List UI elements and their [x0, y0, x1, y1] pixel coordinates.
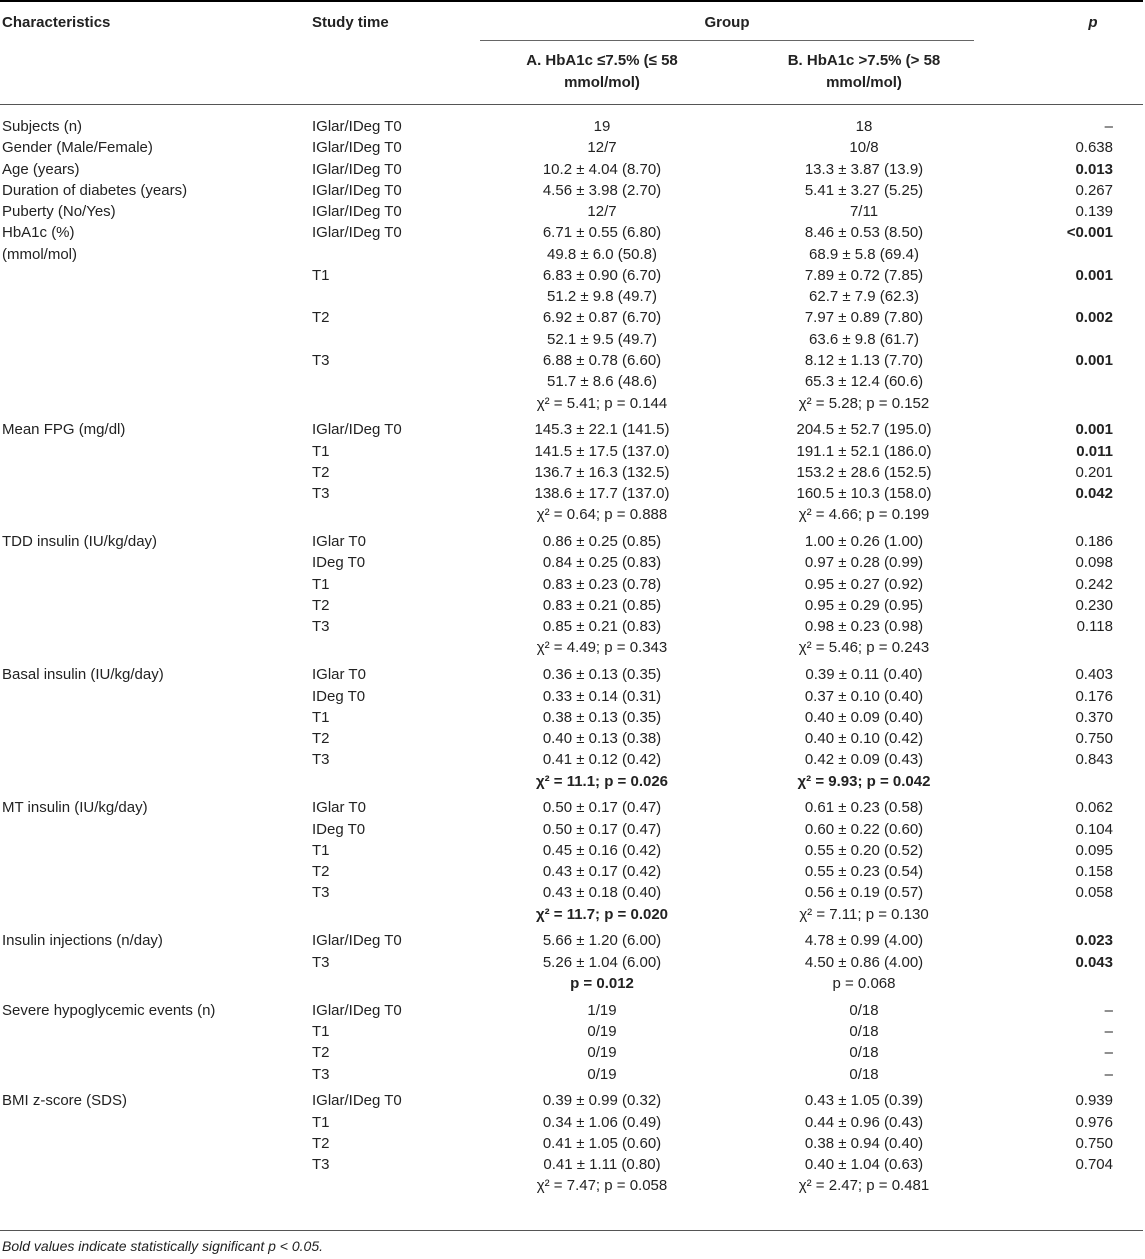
row-study-time: T3: [312, 1156, 330, 1174]
row-study-time: IGlar/IDeg T0: [312, 932, 402, 950]
row-group-a-value: 5.66 ± 1.20 (6.00): [542, 932, 662, 950]
row-p-value: 0.704: [1075, 1156, 1113, 1174]
row-group-b-value: 0/18: [849, 1065, 879, 1083]
row-group-a-value: 5.26 ± 1.04 (6.00): [542, 953, 662, 971]
row-p-value: –: [1104, 1065, 1113, 1083]
row-group-a-value: 0.43 ± 0.17 (0.42): [542, 863, 662, 881]
row-group-b-value: 0/18: [849, 1001, 879, 1019]
row-p-value: 0.176: [1075, 687, 1113, 705]
header-group: Group: [704, 14, 750, 31]
row-group-a-value: 138.6 ± 17.7 (137.0): [534, 485, 670, 503]
row-characteristic: BMI z-score (SDS): [2, 1092, 128, 1110]
row-study-time: T3: [312, 953, 330, 971]
row-p-value: 0.843: [1075, 751, 1113, 769]
row-study-time: IDeg T0: [312, 554, 366, 572]
row-group-a-value: 0.83 ± 0.23 (0.78): [542, 575, 662, 593]
row-group-a-value: χ² = 7.47; p = 0.058: [536, 1177, 668, 1195]
row-group-b-value: 8.46 ± 0.53 (8.50): [804, 224, 924, 242]
row-group-a-value: 0/19: [587, 1065, 617, 1083]
row-study-time: T3: [312, 485, 330, 503]
row-p-value: 0.638: [1075, 139, 1113, 157]
row-study-time: IGlar/IDeg T0: [312, 139, 402, 157]
row-p-value: 0.002: [1075, 309, 1113, 327]
row-study-time: T3: [312, 884, 330, 902]
row-characteristic: MT insulin (IU/kg/day): [2, 799, 148, 817]
row-group-b-value: 0.97 ± 0.28 (0.99): [804, 554, 924, 572]
row-study-time: T3: [312, 751, 330, 769]
row-group-a-value: 0.38 ± 0.13 (0.35): [542, 708, 662, 726]
row-p-value: –: [1104, 118, 1113, 135]
top-rule: [0, 0, 1143, 2]
row-study-time: T1: [312, 708, 330, 726]
row-group-b-value: 0/18: [849, 1023, 879, 1041]
row-group-b-value: 62.7 ± 7.9 (62.3): [809, 288, 919, 306]
header-characteristics: Characteristics: [2, 14, 111, 31]
row-group-b-value: 7.97 ± 0.89 (7.80): [804, 309, 924, 327]
row-p-value: 0.939: [1075, 1092, 1113, 1110]
row-group-a-value: 6.83 ± 0.90 (6.70): [542, 266, 662, 284]
row-p-value: 0.750: [1075, 730, 1113, 748]
row-study-time: IGlar T0: [312, 666, 366, 684]
row-group-a-value: 52.1 ± 9.5 (49.7): [547, 330, 657, 348]
row-group-a-value: 0.85 ± 0.21 (0.83): [542, 618, 662, 636]
row-group-a-value: χ² = 4.49; p = 0.343: [536, 639, 668, 657]
row-group-b-value: 65.3 ± 12.4 (60.6): [804, 373, 924, 391]
row-group-a-value: 0.45 ± 0.16 (0.42): [542, 841, 662, 859]
row-group-b-value: 0.37 ± 0.10 (0.40): [804, 687, 924, 705]
row-p-value: 0.001: [1075, 266, 1113, 284]
row-group-a-value: 0/19: [587, 1044, 617, 1062]
row-characteristic: HbA1c (%): [2, 224, 75, 242]
row-group-a-value: 1/19: [587, 1001, 617, 1019]
row-p-value: 0.242: [1075, 575, 1113, 593]
row-group-a-value: 0.41 ± 1.05 (0.60): [542, 1134, 662, 1152]
row-group-a-value: 0.84 ± 0.25 (0.83): [542, 554, 662, 572]
row-p-value: 0.001: [1075, 351, 1113, 369]
row-study-time: T2: [312, 863, 330, 881]
group-underline: [480, 40, 974, 41]
row-group-a-value: 0.34 ± 1.06 (0.49): [542, 1113, 662, 1131]
row-study-time: T1: [312, 575, 330, 593]
row-group-b-value: 0.98 ± 0.23 (0.98): [804, 618, 924, 636]
row-p-value: 0.013: [1075, 160, 1113, 178]
row-group-a-value: 0.41 ± 0.12 (0.42): [542, 751, 662, 769]
row-group-b-value: 153.2 ± 28.6 (152.5): [796, 463, 932, 481]
row-study-time: IGlar/IDeg T0: [312, 203, 402, 221]
header-group-a: [486, 50, 718, 94]
row-p-value: 0.023: [1075, 932, 1113, 950]
row-study-time: IGlar/IDeg T0: [312, 1092, 402, 1110]
row-group-b-value: χ² = 5.28; p = 0.152: [798, 394, 930, 412]
header-study-time: Study time: [312, 14, 389, 31]
row-group-b-value: 0.55 ± 0.20 (0.52): [804, 841, 924, 859]
row-p-value: 0.186: [1075, 533, 1113, 551]
row-characteristic: (mmol/mol): [2, 245, 77, 263]
row-group-b-value: 68.9 ± 5.8 (69.4): [809, 245, 919, 263]
row-group-a-value: p = 0.012: [570, 975, 634, 993]
row-group-a-value: 0.36 ± 0.13 (0.35): [542, 666, 662, 684]
row-group-b-value: 0.61 ± 0.23 (0.58): [804, 799, 924, 817]
row-group-a-value: 0/19: [587, 1023, 617, 1041]
row-group-a-value: 12/7: [587, 203, 617, 221]
row-group-a-value: 19: [593, 118, 611, 135]
row-group-b-value: 63.6 ± 9.8 (61.7): [809, 330, 919, 348]
row-group-b-value: 0.40 ± 0.10 (0.42): [804, 730, 924, 748]
row-group-b-value: 5.41 ± 3.27 (5.25): [804, 181, 924, 199]
row-study-time: T3: [312, 351, 330, 369]
row-group-b-value: 160.5 ± 10.3 (158.0): [796, 485, 932, 503]
row-p-value: <0.001: [1066, 224, 1113, 242]
row-p-value: 0.267: [1075, 181, 1113, 199]
row-characteristic: Puberty (No/Yes): [2, 203, 116, 221]
row-p-value: 0.230: [1075, 596, 1113, 614]
header-rule: [0, 104, 1143, 105]
row-p-value: 0.976: [1075, 1113, 1113, 1131]
row-study-time: IGlar/IDeg T0: [312, 224, 402, 242]
row-group-b-value: 13.3 ± 3.87 (13.9): [804, 160, 924, 178]
row-p-value: 0.062: [1075, 799, 1113, 817]
row-p-value: 0.158: [1075, 863, 1113, 881]
row-p-value: –: [1104, 1023, 1113, 1041]
row-study-time: T2: [312, 1044, 330, 1062]
row-group-a-value: 10.2 ± 4.04 (8.70): [542, 160, 662, 178]
row-p-value: 0.098: [1075, 554, 1113, 572]
row-group-b-value: 191.1 ± 52.1 (186.0): [796, 442, 932, 460]
row-group-a-value: 6.92 ± 0.87 (6.70): [542, 309, 662, 327]
row-study-time: IGlar/IDeg T0: [312, 421, 402, 439]
header-group-a-line1: A. HbA1c ≤7.5% (≤ 58: [526, 52, 678, 69]
row-group-a-value: 12/7: [587, 139, 617, 157]
row-group-a-value: 0.83 ± 0.21 (0.85): [542, 596, 662, 614]
row-group-a-value: 4.56 ± 3.98 (2.70): [542, 181, 662, 199]
row-group-b-value: χ² = 2.47; p = 0.481: [798, 1177, 930, 1195]
row-group-a-value: 145.3 ± 22.1 (141.5): [534, 421, 670, 439]
row-group-a-value: 0.86 ± 0.25 (0.85): [542, 533, 662, 551]
header-group-a-line2: mmol/mol): [564, 74, 640, 91]
row-p-value: 0.042: [1075, 485, 1113, 503]
row-p-value: 0.095: [1075, 841, 1113, 859]
row-group-b-value: 0/18: [849, 1044, 879, 1062]
row-group-b-value: 0.55 ± 0.23 (0.54): [804, 863, 924, 881]
row-group-a-value: 51.2 ± 9.8 (49.7): [547, 288, 657, 306]
row-characteristic: Mean FPG (mg/dl): [2, 421, 126, 439]
row-group-b-value: 0.44 ± 0.96 (0.43): [804, 1113, 924, 1131]
row-study-time: T1: [312, 442, 330, 460]
row-characteristic: Age (years): [2, 160, 80, 178]
header-p: p: [1088, 14, 1098, 31]
row-group-b-value: χ² = 5.46; p = 0.243: [798, 639, 930, 657]
row-group-a-value: 6.88 ± 0.78 (6.60): [542, 351, 662, 369]
footnote: Bold values indicate statistically significant p < 0.05.: [2, 1238, 324, 1254]
bottom-rule: [0, 1230, 1143, 1231]
header-group-b: [748, 50, 980, 94]
row-study-time: T3: [312, 618, 330, 636]
row-characteristic: Severe hypoglycemic events (n): [2, 1001, 216, 1019]
row-group-b-value: 1.00 ± 0.26 (1.00): [804, 533, 924, 551]
row-p-value: 0.201: [1075, 463, 1113, 481]
row-study-time: T2: [312, 309, 330, 327]
row-group-a-value: 0.50 ± 0.17 (0.47): [542, 820, 662, 838]
row-group-b-value: 7.89 ± 0.72 (7.85): [804, 266, 924, 284]
row-group-b-value: 204.5 ± 52.7 (195.0): [796, 421, 932, 439]
row-characteristic: Basal insulin (IU/kg/day): [2, 666, 164, 684]
row-group-a-value: 0.39 ± 0.99 (0.32): [542, 1092, 662, 1110]
row-p-value: 0.370: [1075, 708, 1113, 726]
row-p-value: 0.139: [1075, 203, 1113, 221]
row-group-b-value: 10/8: [849, 139, 879, 157]
row-group-a-value: χ² = 11.1; p = 0.026: [535, 772, 669, 790]
row-group-a-value: χ² = 11.7; p = 0.020: [535, 905, 669, 923]
row-group-b-value: 0.39 ± 0.11 (0.40): [805, 666, 923, 684]
row-study-time: T3: [312, 1065, 330, 1083]
row-group-a-value: 136.7 ± 16.3 (132.5): [534, 463, 670, 481]
row-group-b-value: χ² = 4.66; p = 0.199: [798, 506, 930, 524]
row-study-time: IGlar/IDeg T0: [312, 1001, 402, 1019]
row-group-b-value: 0.43 ± 1.05 (0.39): [804, 1092, 924, 1110]
row-group-b-value: 0.40 ± 1.04 (0.63): [804, 1156, 924, 1174]
row-group-a-value: 49.8 ± 6.0 (50.8): [547, 245, 657, 263]
row-p-value: 0.104: [1075, 820, 1113, 838]
row-group-b-value: 4.78 ± 0.99 (4.00): [804, 932, 924, 950]
row-group-b-value: χ² = 7.11; p = 0.130: [799, 905, 929, 923]
row-group-a-value: 141.5 ± 17.5 (137.0): [534, 442, 670, 460]
row-group-a-value: χ² = 0.64; p = 0.888: [536, 506, 668, 524]
row-characteristic: Gender (Male/Female): [2, 139, 153, 157]
row-study-time: T1: [312, 841, 330, 859]
row-study-time: T2: [312, 730, 330, 748]
row-group-b-value: 7/11: [849, 203, 879, 221]
row-p-value: –: [1104, 1044, 1113, 1062]
row-group-b-value: 8.12 ± 1.13 (7.70): [804, 351, 924, 369]
header-group-b-line1: B. HbA1c >7.5% (> 58: [787, 52, 941, 69]
row-study-time: T2: [312, 1134, 330, 1152]
header-group-b-line2: mmol/mol): [826, 74, 902, 91]
row-group-b-value: 0.56 ± 0.19 (0.57): [804, 884, 924, 902]
row-characteristic: TDD insulin (IU/kg/day): [2, 533, 158, 551]
row-study-time: IGlar T0: [312, 799, 366, 817]
row-study-time: T1: [312, 1113, 330, 1131]
row-group-a-value: 0.50 ± 0.17 (0.47): [542, 799, 662, 817]
row-group-a-value: 0.41 ± 1.11 (0.80): [543, 1156, 661, 1174]
row-group-b-value: p = 0.068: [832, 975, 896, 993]
row-group-a-value: 0.43 ± 0.18 (0.40): [542, 884, 662, 902]
row-p-value: 0.403: [1075, 666, 1113, 684]
row-study-time: IDeg T0: [312, 820, 366, 838]
row-study-time: IDeg T0: [312, 687, 366, 705]
row-group-b-value: 0.60 ± 0.22 (0.60): [804, 820, 924, 838]
row-p-value: 0.750: [1075, 1134, 1113, 1152]
row-p-value: 0.043: [1075, 953, 1113, 971]
row-group-a-value: χ² = 5.41; p = 0.144: [536, 394, 668, 412]
row-p-value: 0.118: [1076, 618, 1113, 636]
row-group-b-value: 4.50 ± 0.86 (4.00): [804, 953, 924, 971]
row-group-a-value: 6.71 ± 0.55 (6.80): [542, 224, 662, 242]
row-study-time: IGlar T0: [312, 533, 366, 551]
row-group-a-value: 0.33 ± 0.14 (0.31): [542, 687, 662, 705]
row-study-time: IGlar/IDeg T0: [312, 181, 402, 199]
row-group-b-value: 0.42 ± 0.09 (0.43): [804, 751, 924, 769]
row-study-time: T1: [312, 266, 330, 284]
row-p-value: –: [1104, 1001, 1113, 1019]
row-group-a-value: 0.40 ± 0.13 (0.38): [542, 730, 662, 748]
row-group-a-value: 51.7 ± 8.6 (48.6): [547, 373, 657, 391]
row-p-value: 0.011: [1076, 442, 1113, 460]
row-group-b-value: 18: [855, 118, 873, 135]
row-group-b-value: 0.95 ± 0.29 (0.95): [804, 596, 924, 614]
row-group-b-value: χ² = 9.93; p = 0.042: [797, 772, 931, 790]
row-study-time: IGlar/IDeg T0: [312, 118, 402, 135]
row-group-b-value: 0.38 ± 0.94 (0.40): [804, 1134, 924, 1152]
row-characteristic: Insulin injections (n/day): [2, 932, 163, 950]
row-group-b-value: 0.95 ± 0.27 (0.92): [804, 575, 924, 593]
row-characteristic: Subjects (n): [2, 118, 83, 135]
row-group-b-value: 0.40 ± 0.09 (0.40): [804, 708, 924, 726]
row-study-time: T2: [312, 463, 330, 481]
row-study-time: IGlar/IDeg T0: [312, 160, 402, 178]
row-characteristic: Duration of diabetes (years): [2, 181, 188, 199]
row-p-value: 0.058: [1075, 884, 1113, 902]
row-study-time: T1: [312, 1023, 330, 1041]
row-study-time: T2: [312, 596, 330, 614]
row-p-value: 0.001: [1075, 421, 1113, 439]
